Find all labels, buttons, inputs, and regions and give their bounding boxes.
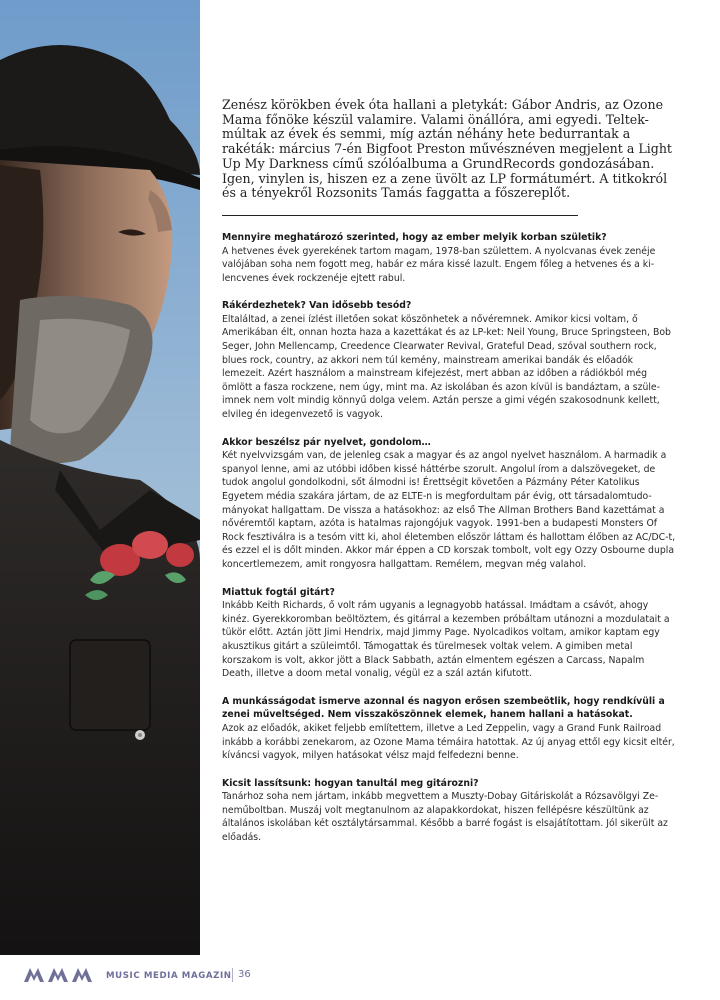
question: Akkor beszélsz pár nyelvet, gondolom… [222,436,431,448]
intro-divider [222,215,578,216]
question: Rákérdezhetek? Van idősebb tesód? [222,300,412,312]
qa-block [222,299,678,421]
answer: Két nyelvvizsgám van, de jelenleg csak a magyar és az angol nyelvet használom. A harmadik a spanyol lenne, ami az utóbbi időben kissé háttérbe szorult. Angolul írom a dalszövegeket, de tudok angolul gondolkodni, sőt álmodni is! Érettségit követően a Pázmány Péter Katolikus Egyetem média szakára jártam, de az ELTE-n is megfordultam pár évig, ott társadalomtudo-mányokat hallgattam. De vissza a hatásokhoz: az első The Allman Brothers Band kazettámat a nővéremtől kaptam, azóta is hatalmas rajongójuk vagyok. 1991-ben a budapesti Monsters Of Rock fesztiválra is a tesóm vitt ki, ahol életemben először láttam és hallottam élőben az AC/DC-t, és ezzel el is dőlt minden. Akkor már éppen a CD korszak tombolt, volt egy Ozzy Osbourne dupla koncertlemezem, amit rongyosra hallgattam. Remélem, megvan még valahol. [222,450,676,570]
answer: Inkább Keith Richards, ő volt rám ugyanis a legnagyobb hatással. Imádtam a csávót, ahogy kinéz. Gyerekkoromban beöltöztem, és gitárral a kezemben próbáltam utánozni a mozdulatait a tükör előtt. Aztán jött Jimi Hendrix, majd Jimmy Page. Nyolcadikos voltam, amikor kaptam egy akusztikus gitárt a szüleimtől. Támogattak és türelmesek voltak velem. A gimiben metal korszakom is volt, akkor jött a Black Sabbath, aztán elmentem egészen a Carcass, Napalm Death, illetve a doom metal vonalig, végül ez a szál aztán kifutott. [222,600,670,680]
qa-block [222,695,678,763]
qa-block [222,436,678,572]
answer: A hetvenes évek gyerekének tartom magam, 1978-ban születtem. A nyolcvanas évek zenéje valójában soha nem fogott meg, habár ez mára kissé lazult. Engem főleg a hetvenes és a ki-lencvenes évek rockzenéje ejtett rabul. [222,245,656,284]
question: Mennyire meghatározó szerinted, hogy az ember melyik korban születik? [222,231,607,243]
cover-photo [0,0,200,955]
article-body [222,98,678,859]
answer: Azok az előadók, akiket feljebb említettem, illetve a Led Zeppelin, vagy a Grand Funk Railroad inkább a korábbi zenekarom, az Ozone Mama témáira hatottak. Az új anyag ettől egy kicsit eltér, kíváncsi vagyok, milyen hatásokat vélsz majd felfedezni benne. [222,722,675,762]
portrait-illustration [0,0,200,955]
answer: Eltaláltad, a zenei ízlést illetően sokat köszönhetek a nővéremnek. Amikor kicsi voltam, ő Amerikában élt, onnan hozta haza a kazettákat és az LP-ket: Neil Young, Bruce Springsteen, Bob Seger, John Mellencamp, Creedence Clearwater Revival, Grateful Dead, szóval southern rock, blues rock, country, az akkori nem túl kemény, mainstream amerikai bandák és előadók lemezeit. Azért használom a mainstream kifejezést, mert abban az időben a rádiókból még ömlött a fasza rockzene, nem úgy, mint ma. Az iskolában és azon kívül is bandáztam, a szüle-imnek nem volt mindig könnyű dolga velem. Aztán persze a gimi végén szakosodnunk kellett, elvileg én idegenvezető is vagyok. [222,313,671,421]
article-intro: Zenész körökben évek óta hallani a pletykát: Gábor Andris, az Ozone Mama főnöke készül valamire. Valami önállóra, ami egyedi. Teltek-múltak az évek és semmi, míg aztán néhány hete bedurrantak a rakéták: március 7-én Bigfoot Preston művésznéven megjelent a Light Up My Darkness című szólóalbuma a GrundRecords gondozásában. Igen, vinylen is, hiszen ez a zene üvölt az LP formátumért. A titkokról és a tényekről Rozsonits Tamás faggatta a főszereplőt. [222,97,672,201]
question: A munkásságodat ismerve azonnal és nagyon erősen szembeötlik, hogy rendkívüli a zenei műveltséged. Nem visszaköszönnek elemek, hanem hallani a hatásokat. [222,695,665,721]
qa-block [222,586,678,681]
question: Kicsit lassítsunk: hogyan tanultál meg gitározni? [222,777,479,789]
footer-divider [232,968,233,982]
magazine-logo-icon [22,966,94,984]
magazine-name: MUSIC MEDIA MAGAZIN [106,971,232,981]
answer: Tanárhoz soha nem jártam, inkább megvettem a Muszty-Dobay Gitáriskolát a Rózsavölgyi Ze-neműboltban. Muszáj volt megtanulnom az alapakkordokat, hiszen fellépésre készültünk az általános iskolában két osztálytársammal. Később a barré fogást is elsajátítottam. Jól sikerült az előadás. [222,791,668,844]
qa-block [222,777,678,845]
page-footer [0,955,720,1000]
qa-block [222,231,678,285]
page-number: 36 [238,969,251,980]
question: Miattuk fogtál gitárt? [222,586,335,598]
